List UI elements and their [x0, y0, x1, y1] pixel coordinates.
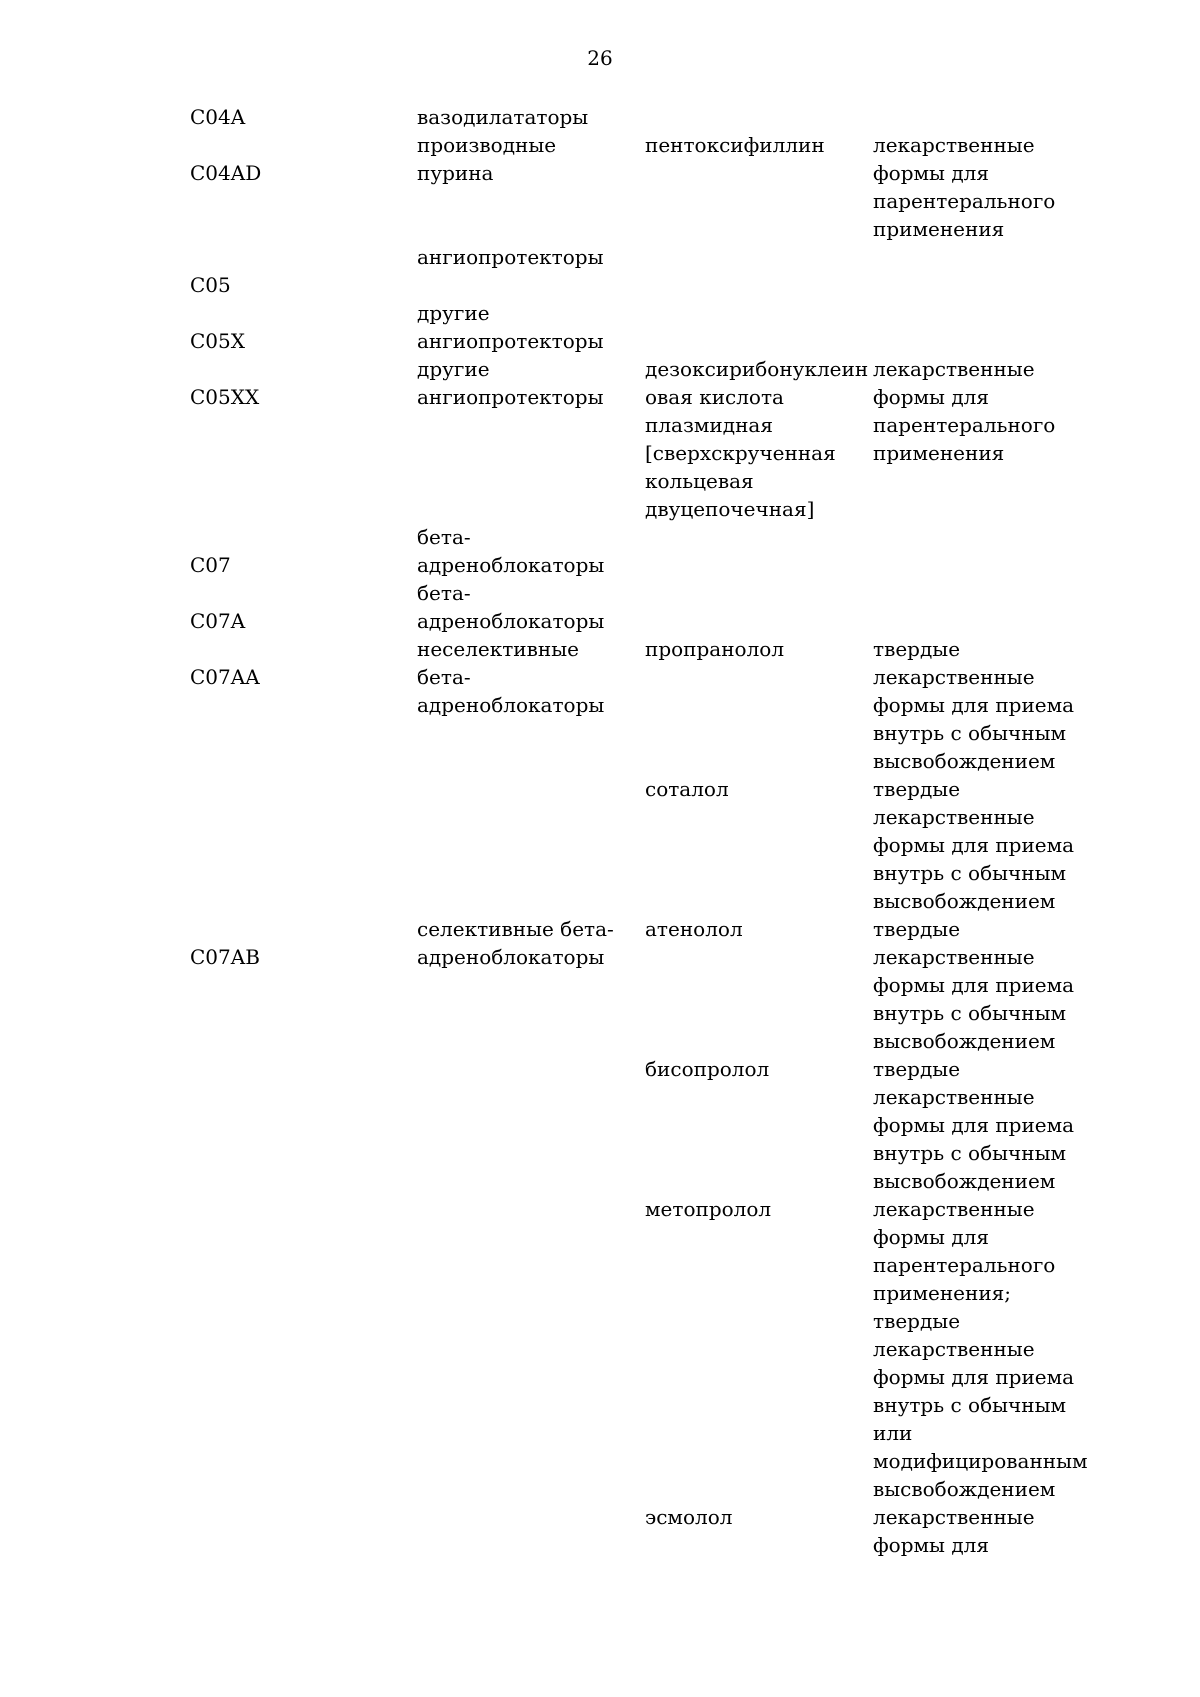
atc-group: бета- адреноблокаторы	[417, 525, 605, 577]
atc-code: C05X	[190, 329, 245, 353]
atc-code: C05	[190, 273, 231, 297]
dosage-form: твердые лекарственные формы для приема внутрь с обычным высвобождением	[873, 1057, 1075, 1193]
atc-group: другие ангиопротекторы	[417, 357, 604, 409]
atc-code: C07A	[190, 609, 246, 633]
dosage-form: лекарственные формы для парентерального применения	[873, 133, 1056, 241]
drug-name: бисопролол	[645, 1057, 770, 1081]
atc-code: C04AD	[190, 161, 262, 185]
drug-name: атенолол	[645, 917, 743, 941]
dosage-form: твердые лекарственные формы для приема внутрь с обычным высвобождением	[873, 917, 1075, 1053]
atc-code: C07AA	[190, 665, 260, 689]
atc-group: неселективные бета- адреноблокаторы	[417, 637, 605, 717]
drug-name: дезоксирибонуклеин овая кислота плазмидная [сверхскрученная кольцевая двуцепочечная]	[645, 357, 869, 521]
atc-code: C07	[190, 553, 231, 577]
atc-code: C05XX	[190, 385, 260, 409]
atc-code: C07AB	[190, 945, 260, 969]
dosage-form: лекарственные формы для парентерального применения; твердые лекарственные формы для приема внутрь с обычным или модифицированным высвобождением	[873, 1197, 1088, 1501]
atc-group: производные пурина	[417, 133, 557, 185]
drug-name: эсмолол	[645, 1505, 733, 1529]
dosage-form: твердые лекарственные формы для приема внутрь с обычным высвобождением	[873, 777, 1075, 913]
atc-group: ангиопротекторы	[417, 245, 604, 269]
drug-name: пентоксифиллин	[645, 133, 825, 157]
drug-name: метопролол	[645, 1197, 772, 1221]
atc-group: другие ангиопротекторы	[417, 301, 604, 353]
dosage-form: лекарственные формы для	[873, 1505, 1035, 1557]
drug-name: соталол	[645, 777, 729, 801]
atc-group: селективные бета- адреноблокаторы	[417, 917, 614, 969]
dosage-form: лекарственные формы для парентерального применения	[873, 357, 1056, 465]
atc-group: бета- адреноблокаторы	[417, 581, 605, 633]
page-number: 26	[587, 46, 613, 70]
drug-name: пропранолол	[645, 637, 785, 661]
atc-group: вазодилататоры	[417, 105, 589, 129]
atc-code: C04A	[190, 105, 246, 129]
dosage-form: твердые лекарственные формы для приема внутрь с обычным высвобождением	[873, 637, 1075, 773]
